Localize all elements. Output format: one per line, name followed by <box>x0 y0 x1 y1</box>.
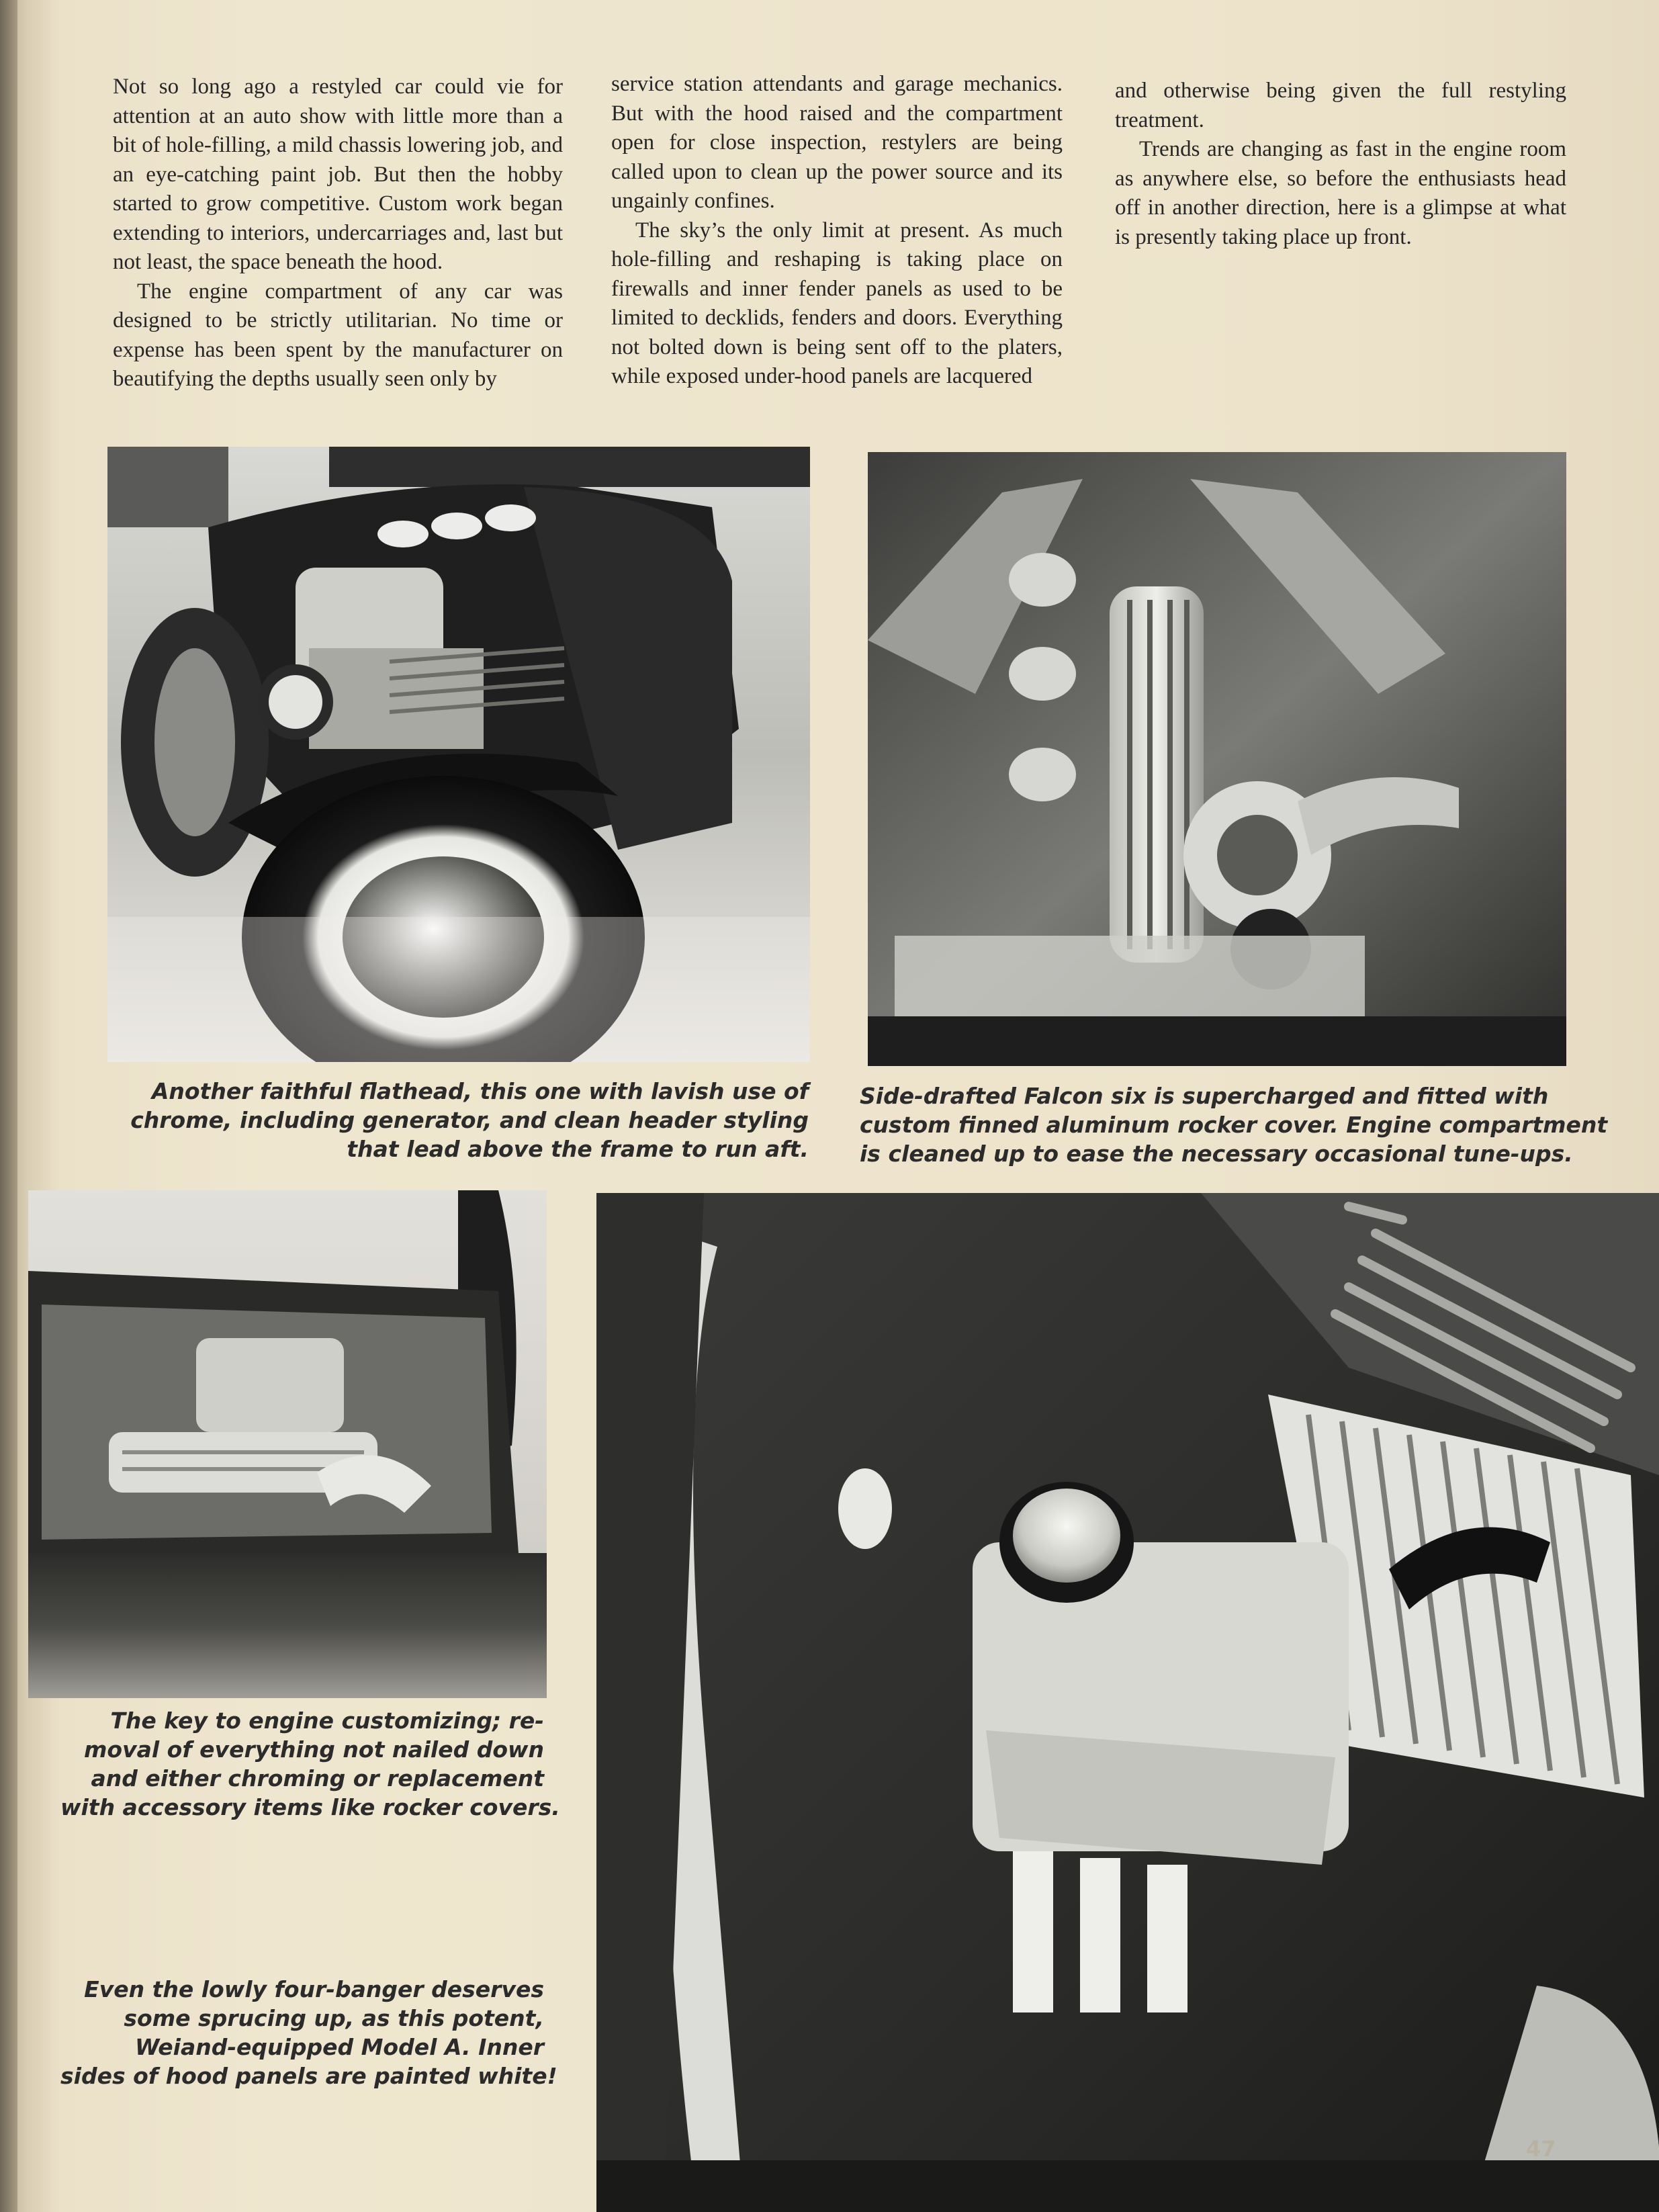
caption-line: some sprucing up, as this potent, <box>124 2005 544 2031</box>
caption-flathead <box>107 1077 809 1163</box>
caption-line: sides of hood panels are painted white! <box>60 2063 557 2089</box>
caption-line: The key to engine customizing; re- <box>110 1708 544 1734</box>
caption-line: Another faithful flathead, this one with lavish use of <box>151 1078 809 1104</box>
caption-line: custom finned aluminum rocker cover. Engine compartment <box>860 1112 1608 1138</box>
page-spine-shadow <box>0 0 17 2212</box>
photo-model-a-four-banger <box>596 1193 1659 2212</box>
article-paragraph-2: The engine compartment of any car was designed to be strictly utilitarian. No time or expense has been spent by the manufacturer on beautifying the depths usually seen only by <box>113 279 563 391</box>
caption-line: chrome, including generator, and clean header styling <box>130 1107 809 1133</box>
photo-falcon-six-engine <box>868 452 1566 1066</box>
caption-line: is cleaned up to ease the necessary occasional tune-ups. <box>860 1141 1573 1167</box>
article-column-1 <box>113 73 563 408</box>
caption-line: moval of everything not nailed down <box>84 1736 544 1763</box>
article-column-3 <box>1115 77 1566 412</box>
caption-line: Even the lowly four-banger deserves <box>84 1976 544 2002</box>
article-paragraph-2-continued: service station attendants and garage mechanics. But with the hood raised and the compartment open for close inspection, restylers are being called upon to clean up the power source and its ungainly confines. <box>611 72 1063 213</box>
photo-engine-customizing <box>28 1190 547 1698</box>
photo-flathead-roadster <box>107 447 810 1062</box>
caption-four-banger <box>60 1975 557 2090</box>
caption-customizing <box>60 1706 560 1822</box>
article-paragraph-3: The sky’s the only limit at present. As much hole-filling and reshaping is taking place on firewalls and inner fender panels as used to be limited to decklids, fenders and doors. Everything not bolted down is being sent off to the platers, while exposed under-hood panels are lacquered <box>611 218 1063 388</box>
caption-line: that lead above the frame to run aft. <box>347 1136 809 1162</box>
caption-line: Weiand-equipped Model A. Inner <box>134 2034 544 2060</box>
caption-line: Side-drafted Falcon six is supercharged and fitted with <box>860 1083 1549 1109</box>
article-column-2 <box>611 70 1063 406</box>
article-paragraph-4: Trends are changing as fast in the engine room as anywhere else, so before the enthusiasts head off in another direction, here is a glimpse at what is presently taking place up front. <box>1115 137 1566 249</box>
caption-line: with accessory items like rocker covers. <box>60 1794 560 1820</box>
page-number: 47 <box>1526 2136 1556 2162</box>
article-paragraph-1: Not so long ago a restyled car could vie for attention at an auto show with little more than a bit of hole-filling, a mild chassis lowering job, and an eye-catching paint job. But then the hobby started to grow competitive. Custom work began extending to interiors, undercarriages and, last but not least, the space beneath the hood. <box>113 75 563 274</box>
caption-falcon <box>860 1081 1608 1168</box>
caption-line: and either chroming or replacement <box>91 1765 544 1791</box>
article-paragraph-3-continued: and otherwise being given the full restyling treatment. <box>1115 79 1566 132</box>
